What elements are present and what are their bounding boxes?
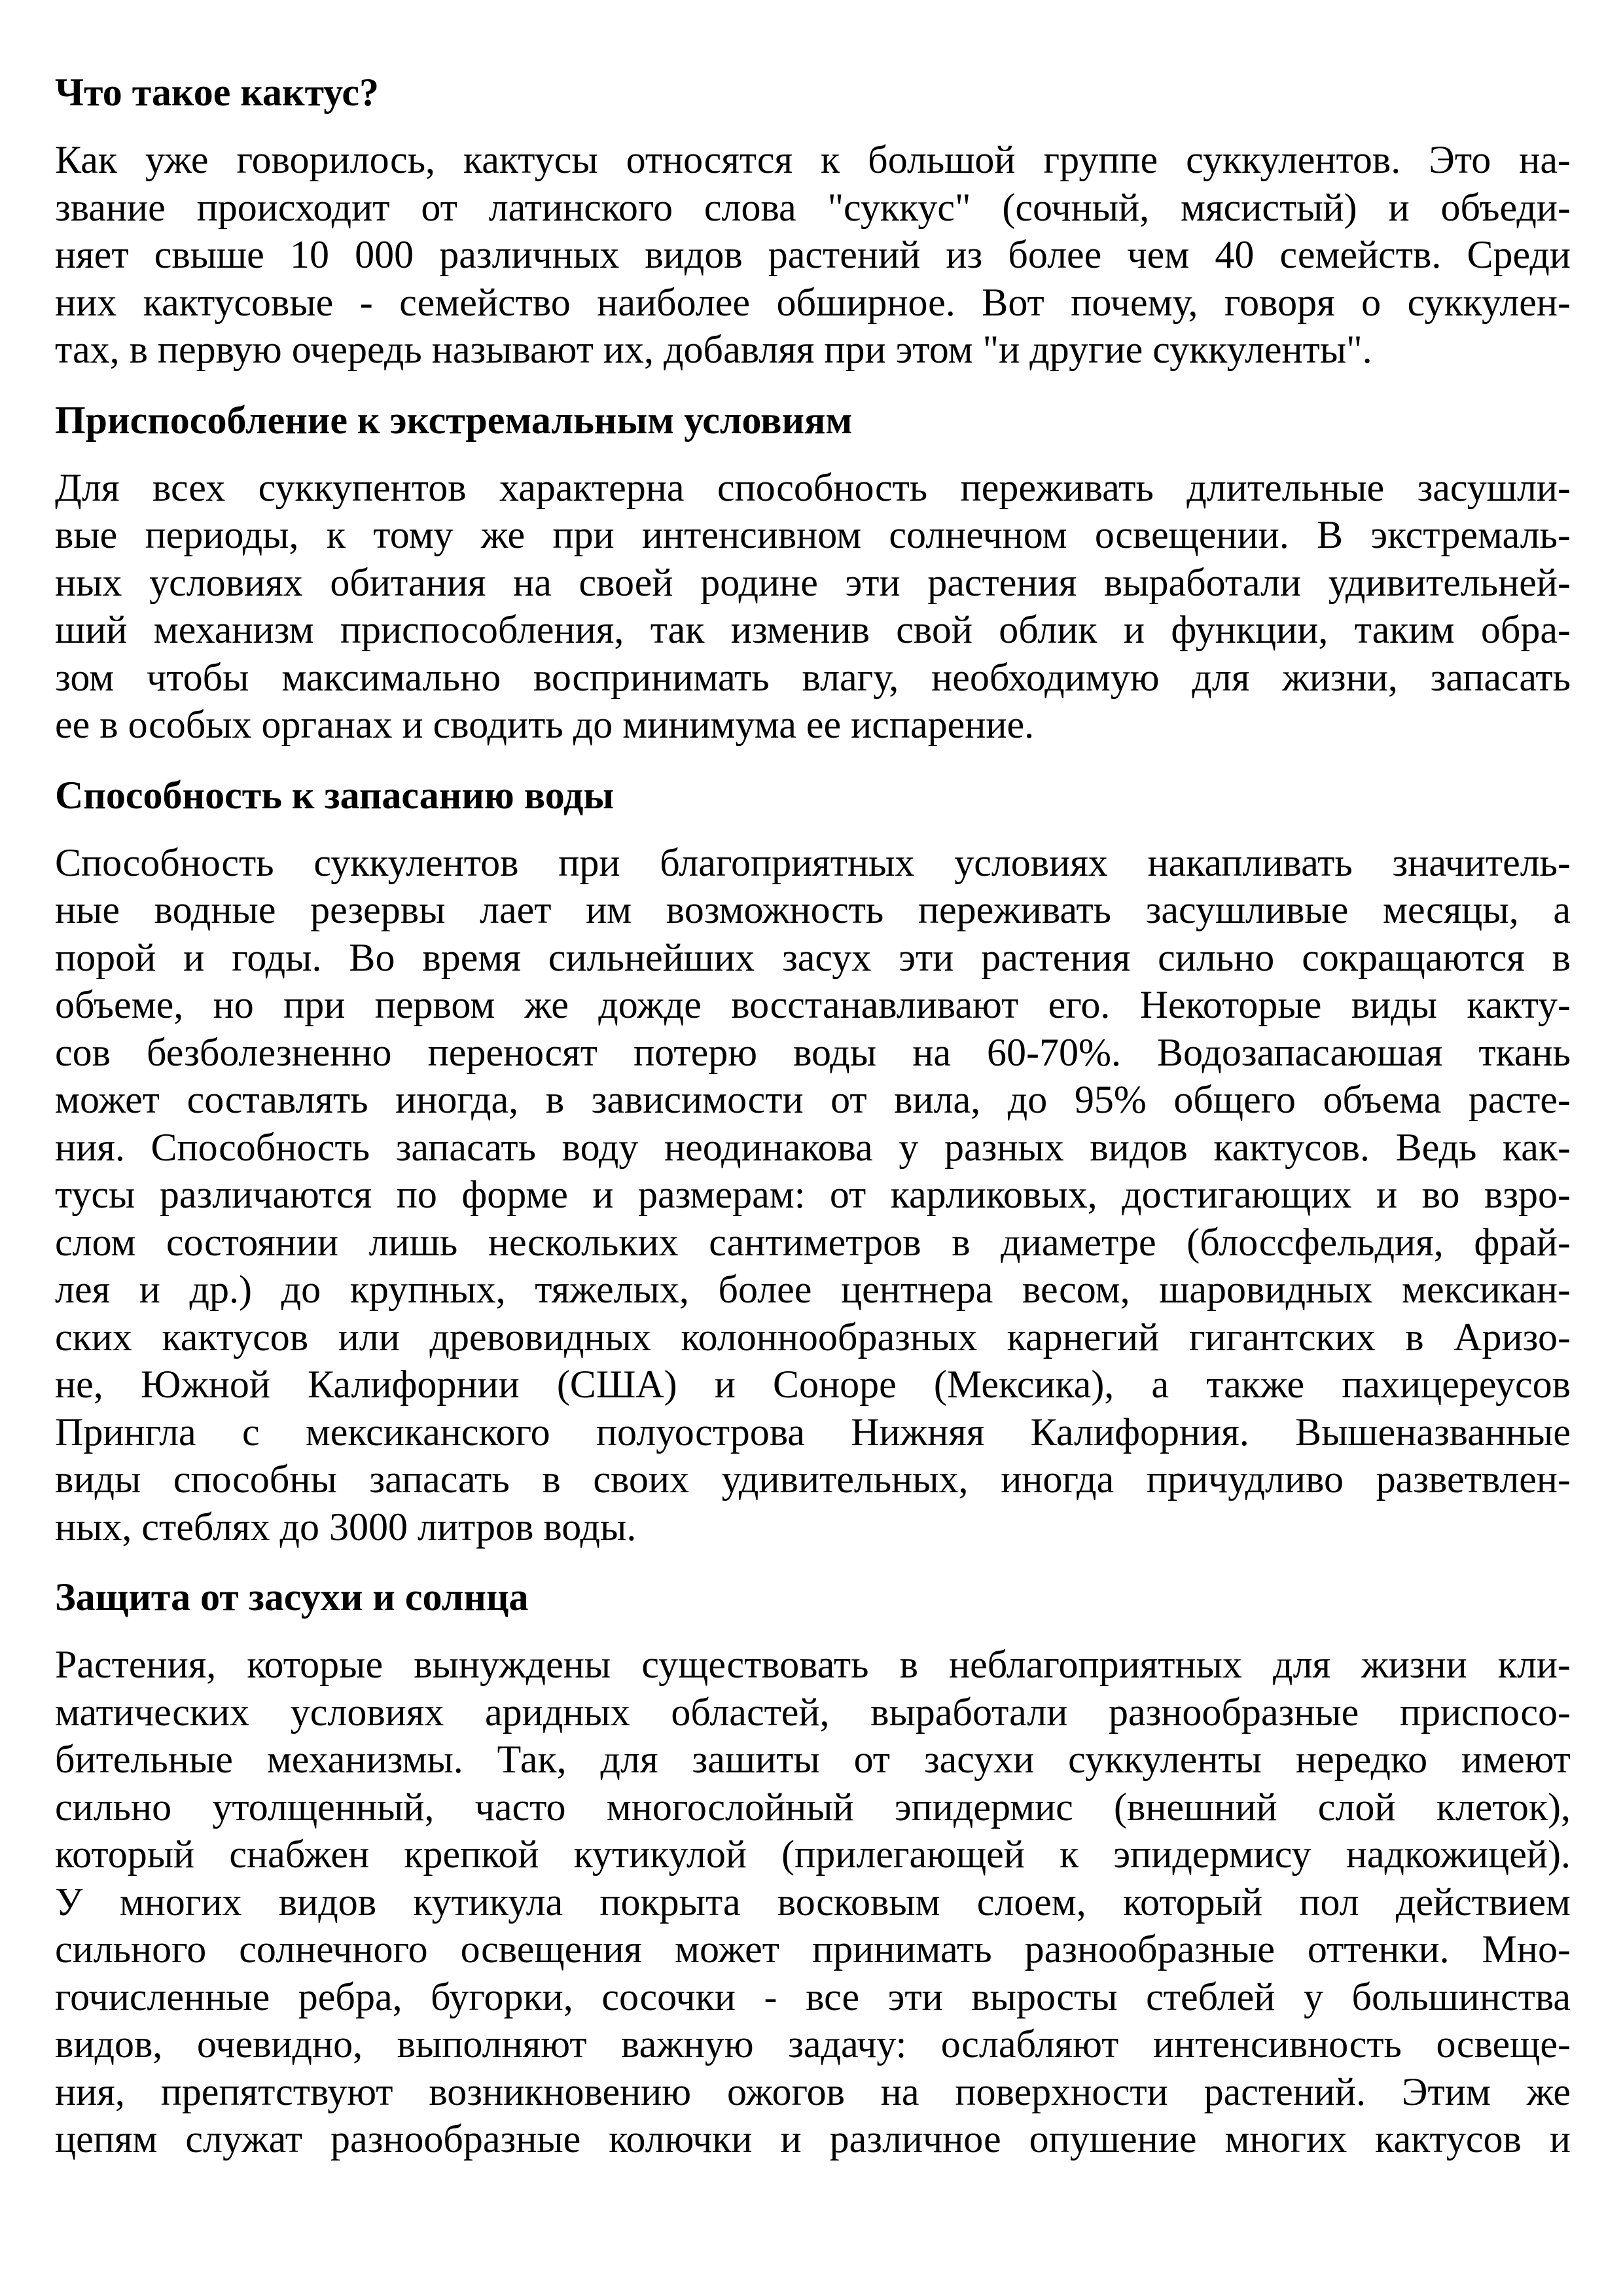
text-line: ные водные резервы лает им возможность переживать засушливые месяцы, а xyxy=(55,888,1571,931)
text-line: сильного солнечного освещения может принимать разнообразные оттенки. Мно- xyxy=(55,1928,1571,1971)
text-line: тах, в первую очередь называют их, добавляя при этом "и другие суккуленты". xyxy=(55,328,1372,371)
text-line: может составлять иногда, в зависимости от вила, до 95% общего объема расте- xyxy=(55,1078,1571,1121)
text-line: ее в особых органах и сводить до минимума ее испарение. xyxy=(55,703,1035,746)
section-water-storage xyxy=(55,768,1571,1551)
text-line: сов безболезненно переносят потерю воды на 60-70%. Водозапасаюшая ткань xyxy=(55,1030,1571,1074)
document-page xyxy=(55,65,1571,2183)
text-line: лея и др.) до крупных, тяжелых, более центнера весом, шаровидных мексикан- xyxy=(55,1268,1571,1311)
section-paragraph xyxy=(55,136,1571,374)
text-line: Для всех суккупентов характерна способность переживать длительные засушли- xyxy=(55,465,1571,509)
text-line: ных условиях обитания на своей родине эти растения выработали удивительней- xyxy=(55,560,1571,604)
text-line: ния. Способность запасать воду неодинакова у разных видов кактусов. Ведь как- xyxy=(55,1125,1571,1169)
text-line: них кактусовые - семейство наиболее обширное. Вот почему, говоря о суккулен- xyxy=(55,280,1571,324)
text-line: виды способны запасать в своих удивительных, иногда причудливо разветвлен- xyxy=(55,1458,1571,1501)
text-line: сильно утолщенный, часто многослойный эпидермис (внешний слой клеток), xyxy=(55,1785,1571,1829)
section-heading: Защита от засухи и солнца xyxy=(55,1575,529,1619)
section-paragraph xyxy=(55,1641,1571,2163)
text-line: Как уже говорилось, кактусы относятся к большой группе суккулентов. Это на- xyxy=(55,138,1571,181)
text-line: Прингла с мексиканского полуострова Нижняя Калифорния. Вышеназванные xyxy=(55,1410,1571,1454)
section-paragraph xyxy=(55,464,1571,749)
text-line: ший механизм приспособления, так изменив свой облик и функции, таким обра- xyxy=(55,608,1571,651)
text-line: няет свыше 10 000 различных видов растений из более чем 40 семейств. Среди xyxy=(55,233,1571,276)
text-line: ных, стеблях до 3000 литров воды. xyxy=(55,1505,637,1549)
text-line: Растения, которые вынуждены существовать в неблагоприятных для жизни кли- xyxy=(55,1643,1571,1686)
text-line: вые периоды, к тому же при интенсивном солнечном освещении. В экстремаль- xyxy=(55,513,1571,556)
text-line: матических условиях аридных областей, выработали разнообразные приспосо- xyxy=(55,1690,1571,1734)
text-line: звание происходит от латинского слова "суккус" (сочный, мясистый) и объеди- xyxy=(55,185,1571,229)
text-line: не, Южной Калифорнии (США) и Соноре (Мексика), а также пахицереусов xyxy=(55,1363,1571,1406)
text-line: тусы различаются по форме и размерам: от карликовых, достигающих и во взро- xyxy=(55,1173,1571,1216)
text-line: гочисленные ребра, бугорки, сосочки - все эти выросты стеблей у большинства xyxy=(55,1975,1571,2018)
section-paragraph xyxy=(55,839,1571,1551)
section-adaptation xyxy=(55,393,1571,749)
section-heading: Приспособление к экстремальным условиям xyxy=(55,398,853,442)
section-heading: Способность к запасанию воды xyxy=(55,773,615,817)
text-line: объеме, но при первом же дожде восстанавливают его. Некоторые виды какту- xyxy=(55,983,1571,1026)
text-line: видов, очевидно, выполняют важную задачу: ослабляют интенсивность освеще- xyxy=(55,2022,1571,2066)
text-line: порой и годы. Во время сильнейших засух эти растения сильно сокращаются в xyxy=(55,935,1571,979)
text-line: слом состоянии лишь нескольких сантиметров в диаметре (блоссфельдия, фрай- xyxy=(55,1220,1571,1264)
text-line: который снабжен крепкой кутикулой (прилегающей к эпидермису надкожицей). xyxy=(55,1833,1571,1876)
text-line: У многих видов кутикула покрыта восковым слоем, который пол действием xyxy=(55,1880,1571,1924)
text-line: Способность суккулентов при благоприятных условиях накапливать значитель- xyxy=(55,840,1571,884)
section-what-is-cactus xyxy=(55,65,1571,374)
text-line: ния, препятствуют возникновению ожогов на поверхности растений. Этим же xyxy=(55,2070,1571,2113)
text-line: зом чтобы максимально воспринимать влагу, необходимую для жизни, запасать xyxy=(55,655,1571,699)
text-line: ских кактусов или древовидных колоннообразных карнегий гигантских в Аризо- xyxy=(55,1315,1571,1359)
text-line: цепям служат разнообразные колючки и различное опушение многих кактусов и xyxy=(55,2117,1571,2161)
section-heading: Что такое кактус? xyxy=(55,71,380,114)
section-drought-sun-protection xyxy=(55,1570,1571,2163)
text-line: бительные механизмы. Так, для зашиты от засухи суккуленты нередко имеют xyxy=(55,1738,1571,1781)
